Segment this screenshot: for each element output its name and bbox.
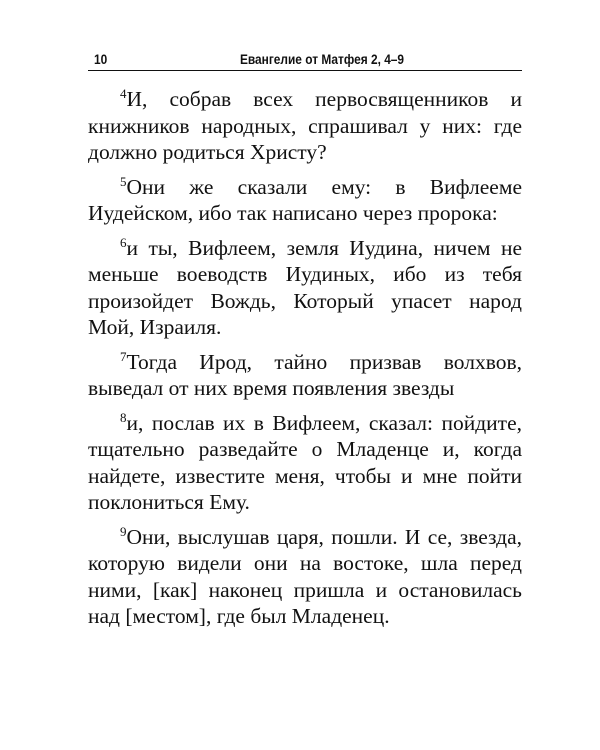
verse-text: Они, выслушав царя, пошли. И се, звезда, которую видели они на востоке, шла перед ними, [как] наконец пришла и остановилась над [местом], где был Младенец. [88, 524, 522, 628]
verse-number: 9 [120, 523, 127, 539]
page-number: 10 [94, 51, 108, 67]
running-head [88, 48, 522, 71]
scripture-text [88, 86, 522, 638]
verse-number: 7 [120, 348, 127, 364]
verse-text: Тогда Ирод, тайно призвав волхвов, выведал от них время появления звезды [88, 349, 522, 400]
verse-number: 6 [120, 234, 127, 250]
verse-number: 4 [120, 85, 127, 101]
verse-text: и ты, Вифлеем, земля Иудина, ничем не меньше воеводств Иудиных, ибо из тебя произойдет Вождь, Который упасет народ Мой, Израиля. [88, 235, 522, 339]
verse-number: 8 [120, 409, 127, 425]
verse-text: И, собрав всех первосвященников и книжников народных, спрашивал у них: где должно родиться Христу? [88, 87, 522, 164]
verse-7 [88, 349, 522, 402]
running-title: Евангелие от Матфея 2, 4–9 [239, 51, 405, 67]
verse-8 [88, 410, 522, 516]
verse-9 [88, 524, 522, 630]
verse-text: и, послав их в Вифлеем, сказал: пойдите, тщательно разведайте о Младенце и, когда найдете, известите меня, чтобы и мне пойти поклониться Ему. [88, 410, 522, 514]
verse-5 [88, 174, 522, 227]
verse-6 [88, 235, 522, 341]
verse-number: 5 [120, 173, 127, 189]
verse-4 [88, 86, 522, 166]
verse-text: Они же сказали ему: в Вифлееме Иудейском, ибо так написано через пророка: [88, 174, 522, 225]
